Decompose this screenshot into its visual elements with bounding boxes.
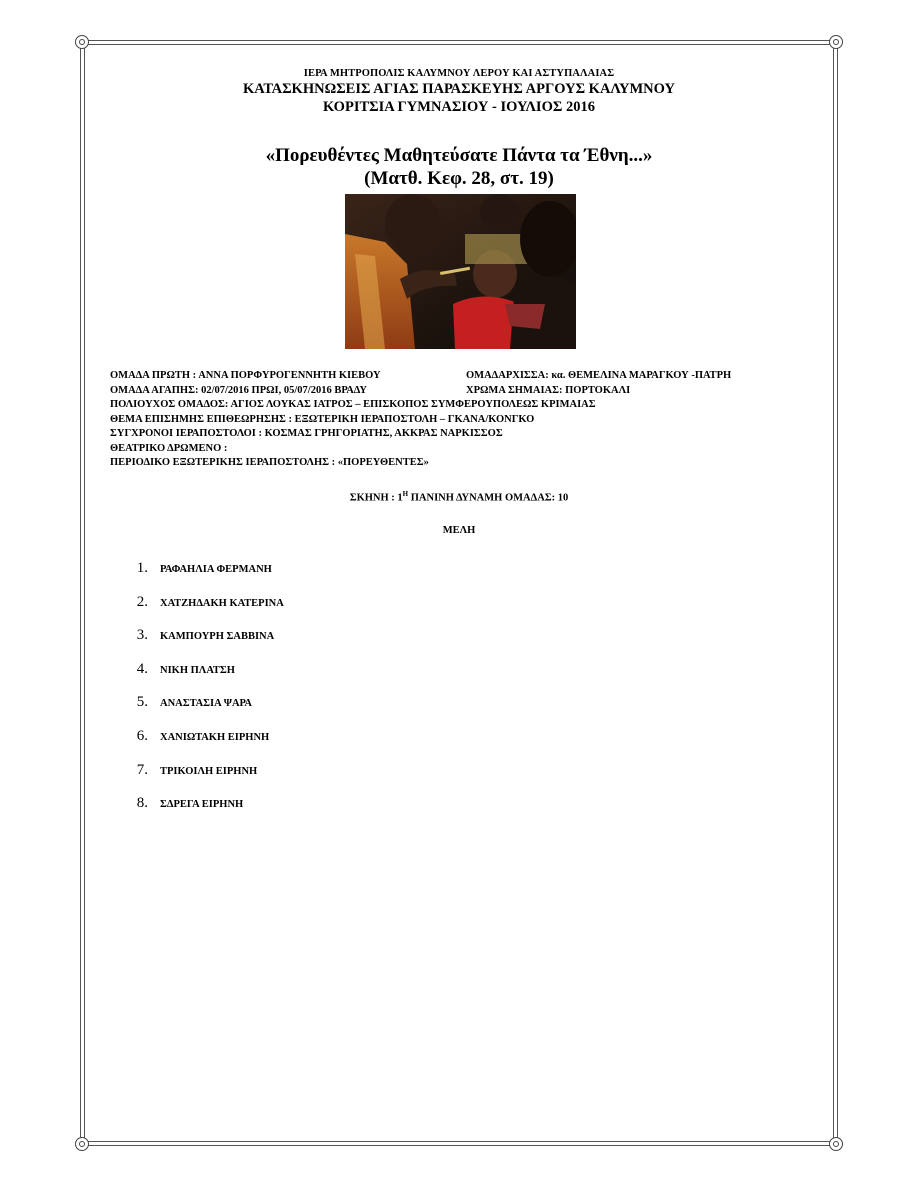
theater-performance: ΘΕΑΤΡΙΚΟ ΔΡΩΜΕΝΟ : [110, 442, 228, 454]
agape-dates: ΟΜΑΔΑ ΑΓΑΠΗΣ: 02/07/2016 ΠΡΩΙ, 05/07/2016 ΒΡΑΔΥ [110, 384, 367, 396]
member-name: ΡΑΦΑΗΛΙΑ ΦΕΡΜΑΝΗ [160, 564, 272, 575]
list-item [120, 627, 720, 661]
member-number: 1. [136, 560, 148, 576]
member-number: 4. [136, 660, 148, 677]
camp-line: ΚΑΤΑΣΚΗΝΩΣΕΙΣ ΑΓΙΑΣ ΠΑΡΑΣΚΕΥΗΣ ΑΡΓΟΥΣ ΚΑΛΥΜΝΟΥ [243, 81, 675, 97]
member-name: ΧΑΝΙΩΤΑΚΗ ΕΙΡΗΝΗ [160, 731, 270, 743]
communion-photo [345, 194, 576, 349]
member-number: 7. [136, 761, 148, 778]
corner-ornament-bottom-left [75, 1137, 89, 1151]
list-item [120, 594, 720, 628]
member-name: ΤΡΙΚΟΙΛΗ ΕΙΡΗΝΗ [160, 765, 258, 777]
member-name: ΣΔΡΕΓΑ ΕΙΡΗΝΗ [160, 799, 244, 811]
member-name: ΧΑΤΖΗΔΑΚΗ ΚΑΤΕΡΙΝΑ [160, 597, 284, 609]
members-heading: ΜΕΛΗ [442, 525, 476, 536]
list-item [120, 560, 720, 594]
member-number: 6. [136, 727, 148, 744]
members-list [120, 560, 720, 829]
member-number: 2. [136, 593, 148, 610]
info-row-2 [110, 384, 810, 399]
periodical: ΠΕΡΙΟΔΙΚΟ ΕΞΩΤΕΡΙΚΗΣ ΙΕΡΑΠΟΣΤΟΛΗΣ : «ΠΟΡΕΥΘΕΝΤΕΣ» [110, 457, 429, 468]
tent-prefix: ΣΚΗΝΗ : 1 [349, 492, 403, 504]
scripture-quote: «Πορευθέντες Μαθητεύσατε Πάντα τα Έθνη...» [265, 145, 653, 166]
tent-line [100, 490, 818, 504]
list-item [120, 728, 720, 762]
member-number: 5. [136, 694, 148, 711]
tent-superscript: Η [402, 490, 409, 498]
tent-suffix: ΠΑΝΙΝΗ ΔΥΝΑΜΗ ΟΜΑΔΑΣ: 10 [408, 492, 569, 504]
scripture-reference: (Ματθ. Κεφ. 28, στ. 19) [364, 168, 554, 189]
member-name: ΑΝΑΣΤΑΣΙΑ ΨΑΡΑ [160, 698, 252, 710]
list-item [120, 762, 720, 796]
list-item [120, 694, 720, 728]
title-block [100, 145, 818, 190]
list-item [120, 661, 720, 695]
patron-saint: ΠΟΛΙΟΥΧΟΣ ΟΜΑΔΟΣ: ΑΓΙΟΣ ΛΟΥΚΑΣ ΙΑΤΡΟΣ – ΕΠΙΣΚΟΠΟΣ ΣΥΜΦΕΡΟΥΠΟΛΕΩΣ ΚΡΙΜΑΙΑΣ [110, 399, 596, 410]
member-number: 8. [136, 795, 148, 812]
inspection-theme: ΘΕΜΑ ΕΠΙΣΗΜΗΣ ΕΠΙΘΕΩΡΗΣΗΣ : ΕΞΩΤΕΡΙΚΗ ΙΕΡΑΠΟΣΤΟΛΗ – ΓΚΑΝΑ/ΚΟΝΓΚΟ [110, 413, 535, 425]
session-line: ΚΟΡΙΤΣΙΑ ΓΥΜΝΑΣΙΟΥ - ΙΟΥΛΙΟΣ 2016 [323, 99, 595, 115]
corner-ornament-bottom-right [829, 1137, 843, 1151]
corner-ornament-top-right [829, 35, 843, 49]
document-header [100, 68, 818, 116]
metropolis-line: ΙΕΡΑ ΜΗΤΡΟΠΟΛΙΣ ΚΑΛΥΜΝΟΥ ΛΕΡΟΥ ΚΑΙ ΑΣΤΥΠΑΛΑΙΑΣ [303, 68, 615, 79]
member-number: 3. [136, 627, 148, 644]
info-row-1 [110, 369, 810, 384]
member-name: ΚΑΜΠΟΥΡΗ ΣΑΒΒΙΝΑ [160, 631, 275, 643]
modern-missionaries: ΣΥΓΧΡΟΝΟΙ ΙΕΡΑΠΟΣΤΟΛΟΙ : ΚΟΣΜΑΣ ΓΡΗΓΟΡΙΑΤΗΣ, ΑΚΚΡΑΣ ΝΑΡΚΙΣΣΟΣ [110, 428, 503, 439]
communion-photo-illustration [345, 194, 576, 349]
list-item [120, 795, 720, 829]
group-first: ΟΜΑΔΑ ΠΡΩΤΗ : ΑΝΝΑ ΠΟΡΦΥΡΟΓΕΝΝΗΤΗ ΚΙΕΒΟΥ [110, 370, 381, 381]
member-name: ΝΙΚΗ ΠΛΑΤΣΗ [160, 664, 235, 676]
corner-ornament-top-left [75, 35, 89, 49]
flag-color: ΧΡΩΜΑ ΣΗΜΑΙΑΣ: ΠΟΡΤΟΚΑΛΙ [466, 384, 631, 396]
group-leader: ΟΜΑΔΑΡΧΙΣΣΑ: κα. ΘΕΜΕΛΙΝΑ ΜΑΡΑΓΚΟΥ -ΠΑΤΡΗ [466, 370, 732, 381]
group-info [110, 369, 810, 471]
